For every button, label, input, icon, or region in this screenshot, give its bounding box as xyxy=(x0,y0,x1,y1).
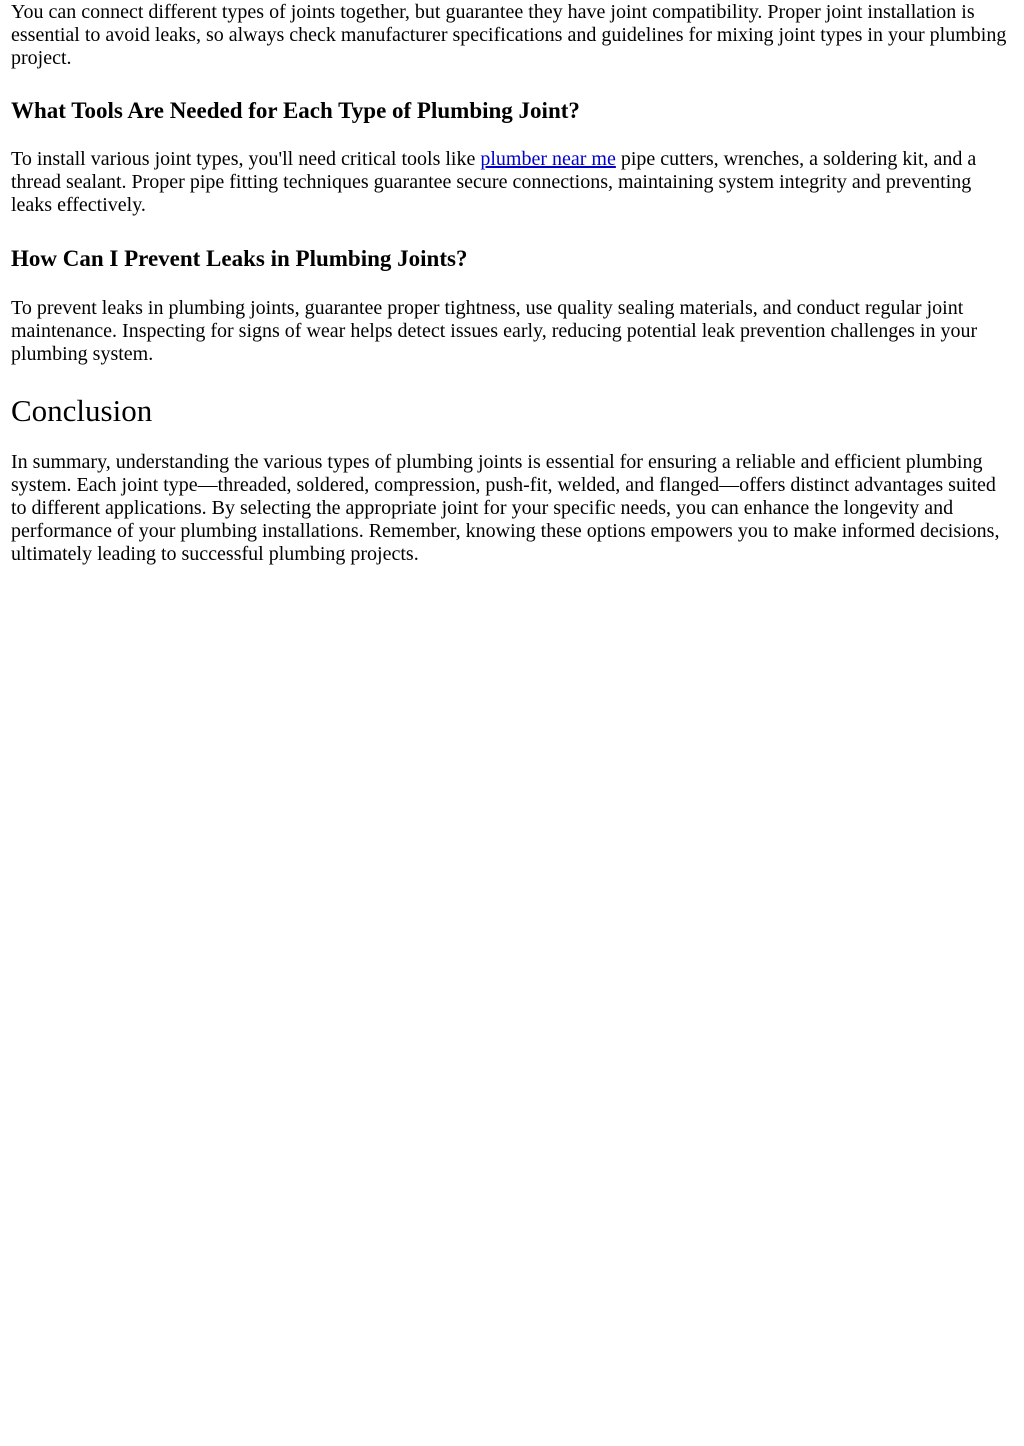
joint-compatibility-paragraph: You can connect different types of joints together, but guarantee they have joint compatibility. Proper joint installation is essential to avoid leaks, so always check manufacturer specifications and guidelines for mixing joint types in your plumbing project. xyxy=(11,1,1007,69)
tools-paragraph-text-after-link: pipe cutters, wrenches, a soldering kit, and a thread sealant. Proper pipe fitting techniques guarantee secure connections, maintaining system integrity and preventing leaks effectively. xyxy=(11,148,977,216)
tools-heading: What Tools Are Needed for Each Type of Plumbing Joint? xyxy=(11,98,580,123)
article-body xyxy=(0,0,1024,566)
conclusion-heading: Conclusion xyxy=(11,393,153,428)
conclusion-paragraph: In summary, understanding the various types of plumbing joints is essential for ensuring a reliable and efficient plumbing system. Each joint type—threaded, soldered, compression, push-fit, welded, and flanged—offers distinct advantages suited to different applications. By selecting the appropriate joint for your specific needs, you can enhance the longevity and performance of your plumbing installations. Remember, knowing these options empowers you to make informed decisions, ultimately leading to successful plumbing projects. xyxy=(11,451,1000,565)
tools-paragraph xyxy=(11,148,1013,217)
plumber-near-me-link[interactable]: plumber near me xyxy=(480,148,616,170)
prevent-leaks-heading: How Can I Prevent Leaks in Plumbing Joints? xyxy=(11,246,468,271)
tools-paragraph-text-before-link: To install various joint types, you'll need critical tools like xyxy=(11,148,481,170)
prevent-leaks-paragraph: To prevent leaks in plumbing joints, guarantee proper tightness, use quality sealing materials, and conduct regular joint maintenance. Inspecting for signs of wear helps detect issues early, reducing potential leak prevention challenges in your plumbing system. xyxy=(11,297,978,365)
